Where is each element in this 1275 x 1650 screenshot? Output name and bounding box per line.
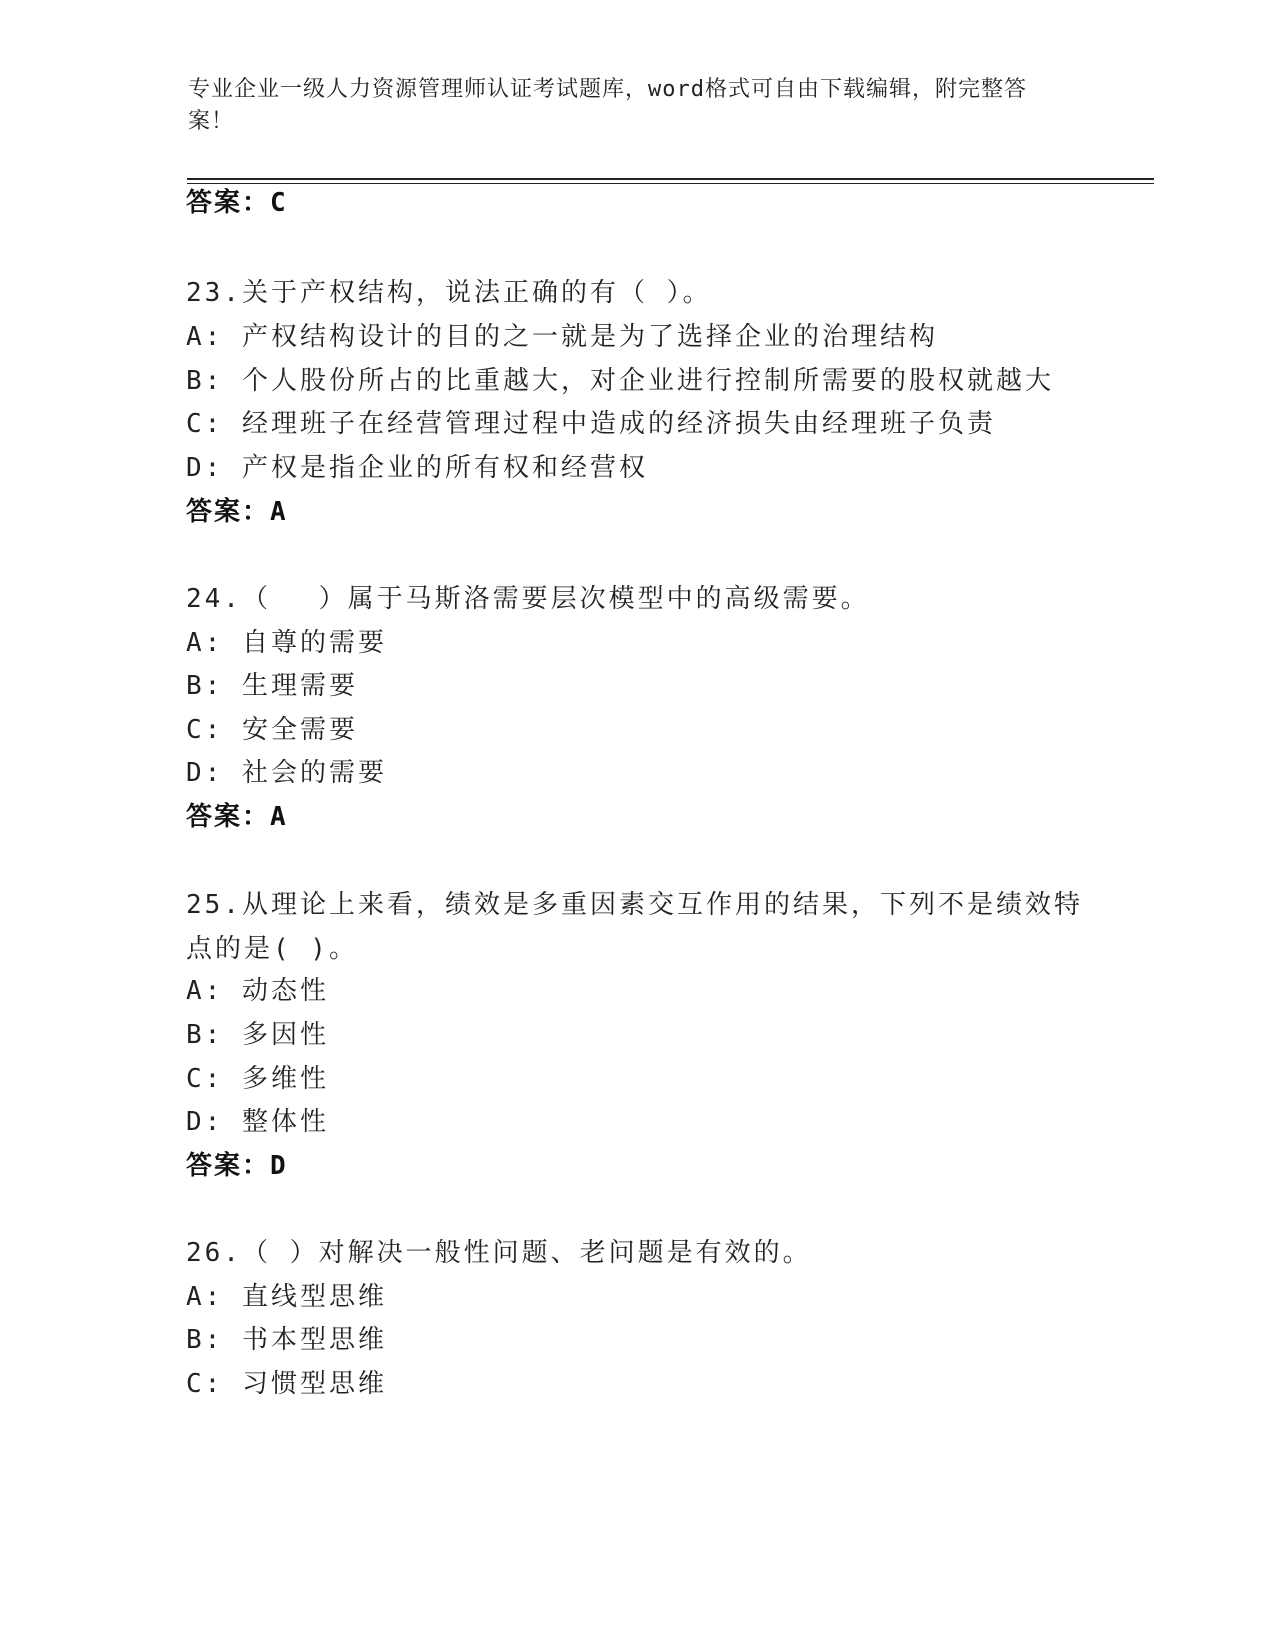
question-option: C: 多维性 xyxy=(186,1064,329,1094)
answer-line: 答案：A xyxy=(186,802,288,832)
question-option: A: 产权结构设计的目的之一就是为了选择企业的治理结构 xyxy=(186,322,938,352)
question-stem: 24.（ ）属于马斯洛需要层次模型中的高级需要。 xyxy=(186,584,870,614)
question-option: C: 习惯型思维 xyxy=(186,1369,387,1399)
question-option: B: 多因性 xyxy=(186,1020,329,1050)
question-option: C: 经理班子在经营管理过程中造成的经济损失由经理班子负责 xyxy=(186,409,996,439)
question-option: D: 社会的需要 xyxy=(186,758,387,788)
answer-line: 答案：A xyxy=(186,497,288,527)
answer-line: 答案：D xyxy=(186,1151,288,1181)
header-divider-thick xyxy=(187,178,1154,180)
question-option: B: 个人股份所占的比重越大，对企业进行控制所需要的股权就越大 xyxy=(186,366,1054,396)
header-divider-thin xyxy=(187,183,1154,184)
question-option: C: 安全需要 xyxy=(186,715,358,745)
document-header-title: 专业企业一级人力资源管理师认证考试题库，word格式可自由下载编辑，附完整答案！ xyxy=(188,77,1027,134)
answer-line: 答案：C xyxy=(186,188,288,218)
question-option: A: 自尊的需要 xyxy=(186,628,387,658)
question-option: B: 书本型思维 xyxy=(186,1325,387,1355)
question-stem: 26.（ ）对解决一般性问题、老问题是有效的。 xyxy=(186,1238,812,1268)
question-option: D: 产权是指企业的所有权和经营权 xyxy=(186,453,648,483)
question-option: D: 整体性 xyxy=(186,1107,329,1137)
question-stem: 23.关于产权结构，说法正确的有（ ）。 xyxy=(186,278,712,308)
question-option: B: 生理需要 xyxy=(186,671,358,701)
question-option: A: 动态性 xyxy=(186,976,329,1006)
question-option: A: 直线型思维 xyxy=(186,1282,387,1312)
question-stem: 25.从理论上来看，绩效是多重因素交互作用的结果，下列不是绩效特点的是( )。 xyxy=(186,890,1083,964)
